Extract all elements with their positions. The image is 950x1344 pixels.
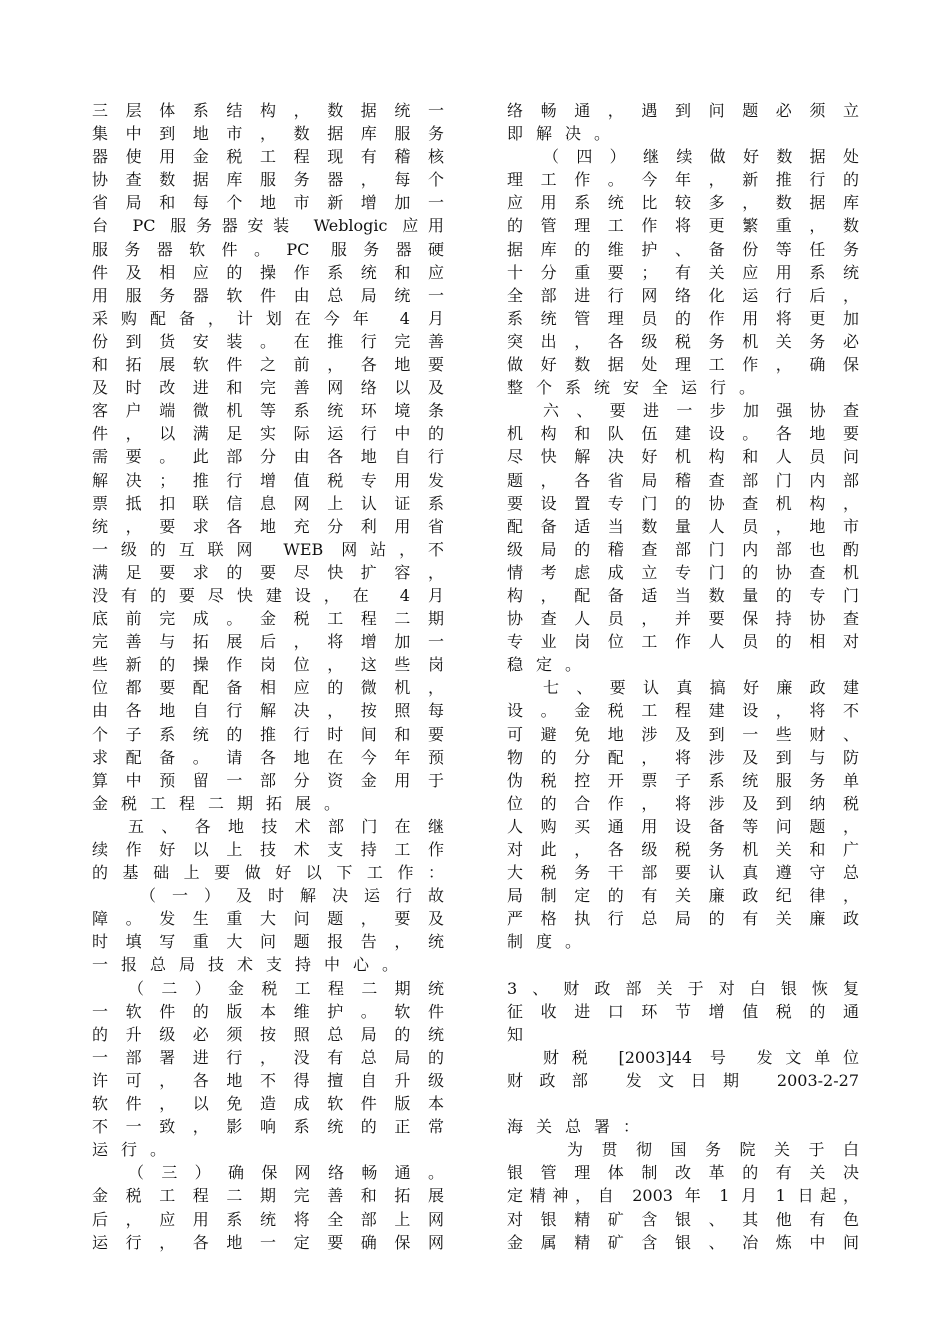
text-line: 财政部 发文日期 2003-2-27 [507, 1070, 859, 1090]
text-line: 件及相应的操作系统和应 [92, 262, 444, 282]
text-line [507, 1092, 859, 1115]
text-line: 一报总局技术支持中心。 [92, 955, 412, 975]
text-line [507, 953, 859, 976]
text-line: 由各地自行解决，按照每 [92, 701, 444, 721]
text-line: 伪税控开票子系统服务单 [507, 770, 859, 790]
text-line: 票抵扣联信息网上认证系 [92, 493, 444, 513]
text-line: 采购配备，计划在今年 4 月 [92, 308, 444, 328]
text-line: 续作好以上技术支持工作 [92, 840, 444, 859]
text-line: 六、要进一步加强协查 [543, 401, 859, 421]
text-line: 机构和队伍建设。各地要 [507, 424, 859, 444]
text-line: 七、要认真搞好廉政建 [543, 678, 859, 698]
text-line: （一）及时解决运行故 [140, 886, 444, 906]
text-line: 银管理体制改革的有关决 [507, 1163, 859, 1183]
left-text-column [92, 99, 444, 1254]
right-text-column [507, 99, 859, 1254]
text-line: 运行。 [92, 1140, 180, 1160]
text-line: 理工作。今年，新推行的 [507, 170, 859, 190]
text-line: 十分重要；有关应用系统 [507, 262, 859, 282]
text-line: 的管理工作将更繁重，数 [507, 216, 859, 236]
text-line: 三层体系结构，数据统一 [92, 101, 444, 120]
text-line: 财税 [2003]44 号 发文单位 [543, 1047, 859, 1067]
text-line: 一部署进行，没有总局的 [92, 1047, 444, 1067]
text-line: 后，应用系统将全部上网 [92, 1209, 444, 1229]
text-line: 需要。此部分由各地自行 [92, 447, 444, 467]
text-line: 不一致，影响系统的正常 [92, 1117, 444, 1137]
text-line: 定精神，自 2003 年 1 月 1 日起， [507, 1186, 859, 1206]
text-line: 稳定。 [507, 655, 595, 675]
text-line: 件，以满足实际运行中的 [92, 424, 444, 444]
text-line: 及时改进和完善网络以及 [92, 378, 444, 398]
text-line: 协查数据库服务器，每个 [92, 170, 444, 190]
text-line: 的升级必须按照总局的统 [92, 1024, 444, 1044]
text-line: 的基础上要做好以下工作： [92, 863, 444, 883]
text-line: 即解决。 [507, 124, 624, 144]
text-line: 金税工程二期拓展。 [92, 793, 354, 813]
text-line: 尽快解决好机构和人员问 [507, 447, 859, 467]
text-line: 络畅通，遇到问题必须立 [507, 101, 859, 120]
text-line: 和拓展软件之前，各地要 [92, 355, 444, 375]
text-line: 个子系统的推行时间和要 [92, 724, 444, 744]
text-line: 严格执行总局的有关廉政 [507, 909, 859, 929]
text-line: 完善与拓展后，将增加一 [92, 632, 444, 652]
text-line: 时填写重大问题报告，统 [92, 932, 444, 952]
text-line: 知 [507, 1024, 537, 1044]
text-line: 集中到地市，数据库服务 [92, 124, 444, 144]
text-line: 底前完成。金税工程二期 [92, 609, 444, 629]
text-line: 据库的维护、备份等任务 [507, 239, 859, 259]
text-line: 级局的稽查部门内部也酌 [507, 539, 859, 559]
text-line: 障。发生重大问题，要及 [92, 909, 444, 929]
text-line: 没有的要尽快建设，在 4 月 [92, 585, 444, 605]
text-line: 运行，各地一定要确保网 [92, 1232, 444, 1252]
text-line: 协查人员，并要保持协查 [507, 609, 859, 629]
text-line: 做好数据处理工作，确保 [507, 355, 859, 375]
text-line: 配备适当数量人员，地市 [507, 516, 859, 536]
text-line: 专业岗位工作人员的相对 [507, 632, 859, 652]
text-line: 整个系统安全运行。 [507, 378, 769, 398]
text-line: 金税工程二期完善和拓展 [92, 1186, 444, 1206]
text-line: 人购买通用设备等问题， [507, 816, 859, 836]
text-line: 设。金税工程建设，将不 [507, 701, 859, 721]
text-line: 征收进口环节增值税的通 [507, 1001, 859, 1021]
text-line: 可避免地涉及到一些财、 [507, 724, 859, 744]
text-line: 系统管理员的作用将更加 [507, 308, 859, 328]
text-line: 省局和每个地市新增加一 [92, 193, 444, 213]
text-line: 算中预留一部分资金用于 [92, 770, 444, 790]
text-line: 位都要配备相应的微机， [92, 678, 444, 698]
text-line: 金属精矿含银、冶炼中间 [507, 1232, 859, 1252]
text-line: 对此，各级税务机关和广 [507, 840, 859, 859]
text-line: 服务器软件。PC 服务器硬 [92, 239, 444, 259]
text-line: 满足要求的要尽快扩容， [92, 562, 444, 582]
text-line: 大税务干部要认真遵守总 [507, 863, 859, 883]
text-line: 软件，以免造成软件版本 [92, 1094, 444, 1114]
text-line: 海关总署： [507, 1117, 653, 1137]
text-line: 应用系统比较多，数据库 [507, 193, 859, 213]
text-line: 题，各省局稽查部门内部 [507, 470, 859, 490]
text-line: 解决；推行增值税专用发 [92, 470, 444, 490]
text-line: 3、财政部关于对白银恢复 [507, 978, 859, 998]
text-line: 情考虑成立专门的协查机 [507, 562, 859, 582]
text-line: 台 PC 服务器安装 Weblogic 应用 [92, 216, 444, 236]
text-line: 突出，各级税务机关务必 [507, 331, 859, 351]
text-line: 构，配备适当数量的专门 [507, 585, 859, 605]
text-line: （三）确保网络畅通。 [128, 1163, 444, 1183]
text-line: （二）金税工程二期统 [128, 978, 444, 998]
text-line: 许可，各地不得擅自升级 [92, 1070, 444, 1090]
text-line: 五、各地技术部门在继 [128, 816, 444, 836]
text-line: 位的合作，将涉及到纳税 [507, 793, 859, 813]
text-line: 局制定的有关廉政纪律， [507, 886, 859, 906]
text-line: 用服务器软件由总局统一 [92, 285, 444, 305]
text-line: 统，要求各地充分利用省 [92, 516, 444, 536]
text-line: 些新的操作岗位，这些岗 [92, 655, 444, 675]
text-line: 要设置专门的协查机构， [507, 493, 859, 513]
text-line: 物的分配，将涉及到与防 [507, 747, 859, 767]
text-line: 一级的互联网 WEB 网站，不 [92, 539, 444, 559]
text-line: 对银精矿含银、其他有色 [507, 1209, 859, 1229]
text-line: 器使用金税工程现有稽核 [92, 147, 444, 167]
text-line: 全部进行网络化运行后， [507, 285, 859, 305]
text-line: 制度。 [507, 932, 595, 952]
text-line: 份到货安装。在推行完善 [92, 331, 444, 351]
text-line: 客户端微机等系统环境条 [92, 401, 444, 421]
text-line: 为贯彻国务院关于白 [567, 1140, 859, 1160]
text-line: 一软件的版本维护。软件 [92, 1001, 444, 1021]
text-line: （四）继续做好数据处 [543, 147, 859, 167]
text-line: 求配备。请各地在今年预 [92, 747, 444, 767]
